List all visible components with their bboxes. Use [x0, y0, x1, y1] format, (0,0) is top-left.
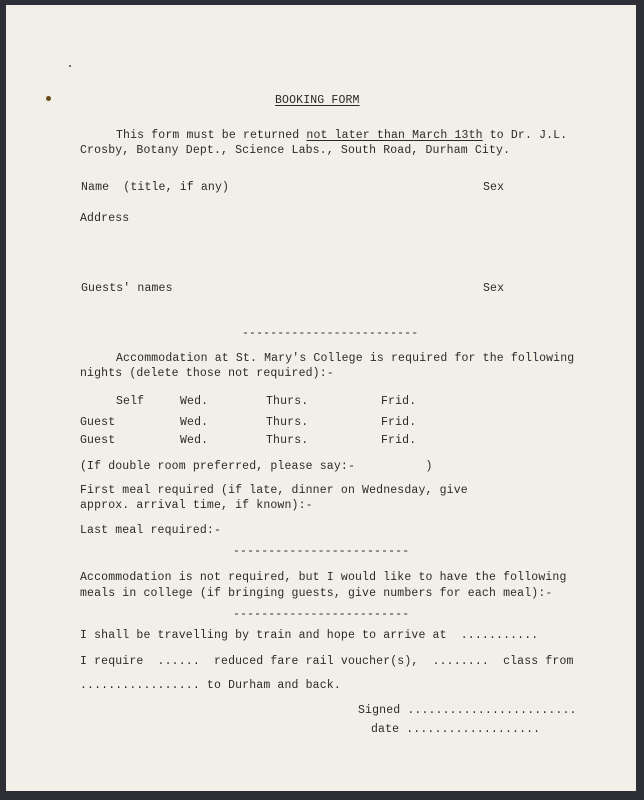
travel-line: I shall be travelling by train and hope to arrive at ...........: [80, 629, 539, 642]
intro-post: to Dr. J.L.: [482, 129, 568, 142]
night-row-thurs: Thurs.: [266, 395, 309, 408]
date-field: date ...................: [371, 723, 541, 736]
night-row-frid: Frid.: [381, 416, 417, 429]
intro-pre: This form must be returned: [116, 129, 307, 142]
not-required-line-2: meals in college (if bringing guests, give numbers for each meal):-: [80, 587, 553, 600]
night-row-frid: Frid.: [381, 434, 417, 447]
first-meal-line-2: approx. arrival time, if known):-: [80, 499, 313, 512]
guests-label: Guests' names: [81, 282, 173, 295]
divider-3: -------------------------: [233, 608, 410, 621]
night-row-who: Self: [116, 395, 145, 408]
ink-spot: [46, 96, 51, 101]
night-row-wed: Wed.: [180, 434, 209, 447]
night-row-thurs: Thurs.: [266, 434, 309, 447]
from-line: ................. to Durham and back.: [80, 679, 341, 692]
night-row-frid: Frid.: [381, 395, 417, 408]
night-row-wed: Wed.: [180, 416, 209, 429]
double-room-note: (If double room preferred, please say:- ): [80, 460, 433, 473]
booking-form-page: [6, 5, 636, 791]
night-row-thurs: Thurs.: [266, 416, 309, 429]
divider-1: -------------------------: [242, 327, 419, 340]
sex-label: Sex: [483, 181, 505, 194]
accommodation-line-1: Accommodation at St. Mary's College is required for the following: [116, 352, 575, 365]
dust-speck: [69, 65, 71, 67]
night-row-wed: Wed.: [180, 395, 209, 408]
name-label: Name (title, if any): [81, 181, 230, 194]
intro-line-2: Crosby, Botany Dept., Science Labs., South Road, Durham City.: [80, 144, 511, 157]
divider-2: -------------------------: [233, 545, 410, 558]
voucher-line: I require ...... reduced fare rail voucher(s), ........ class from: [80, 655, 574, 668]
intro-line-1: [116, 129, 567, 143]
night-row-who: Guest: [80, 434, 116, 447]
guests-sex-label: Sex: [483, 282, 505, 295]
night-row-who: Guest: [80, 416, 116, 429]
accommodation-line-2: nights (delete those not required):-: [80, 367, 334, 380]
deadline: not later than March 13th: [306, 129, 483, 142]
form-title: BOOKING FORM: [275, 94, 360, 107]
signed-field: Signed ........................: [358, 704, 577, 717]
not-required-line-1: Accommodation is not required, but I would like to have the following: [80, 571, 567, 584]
last-meal-label: Last meal required:-: [80, 524, 222, 537]
address-label: Address: [80, 212, 130, 225]
first-meal-line-1: First meal required (if late, dinner on Wednesday, give: [80, 484, 468, 497]
